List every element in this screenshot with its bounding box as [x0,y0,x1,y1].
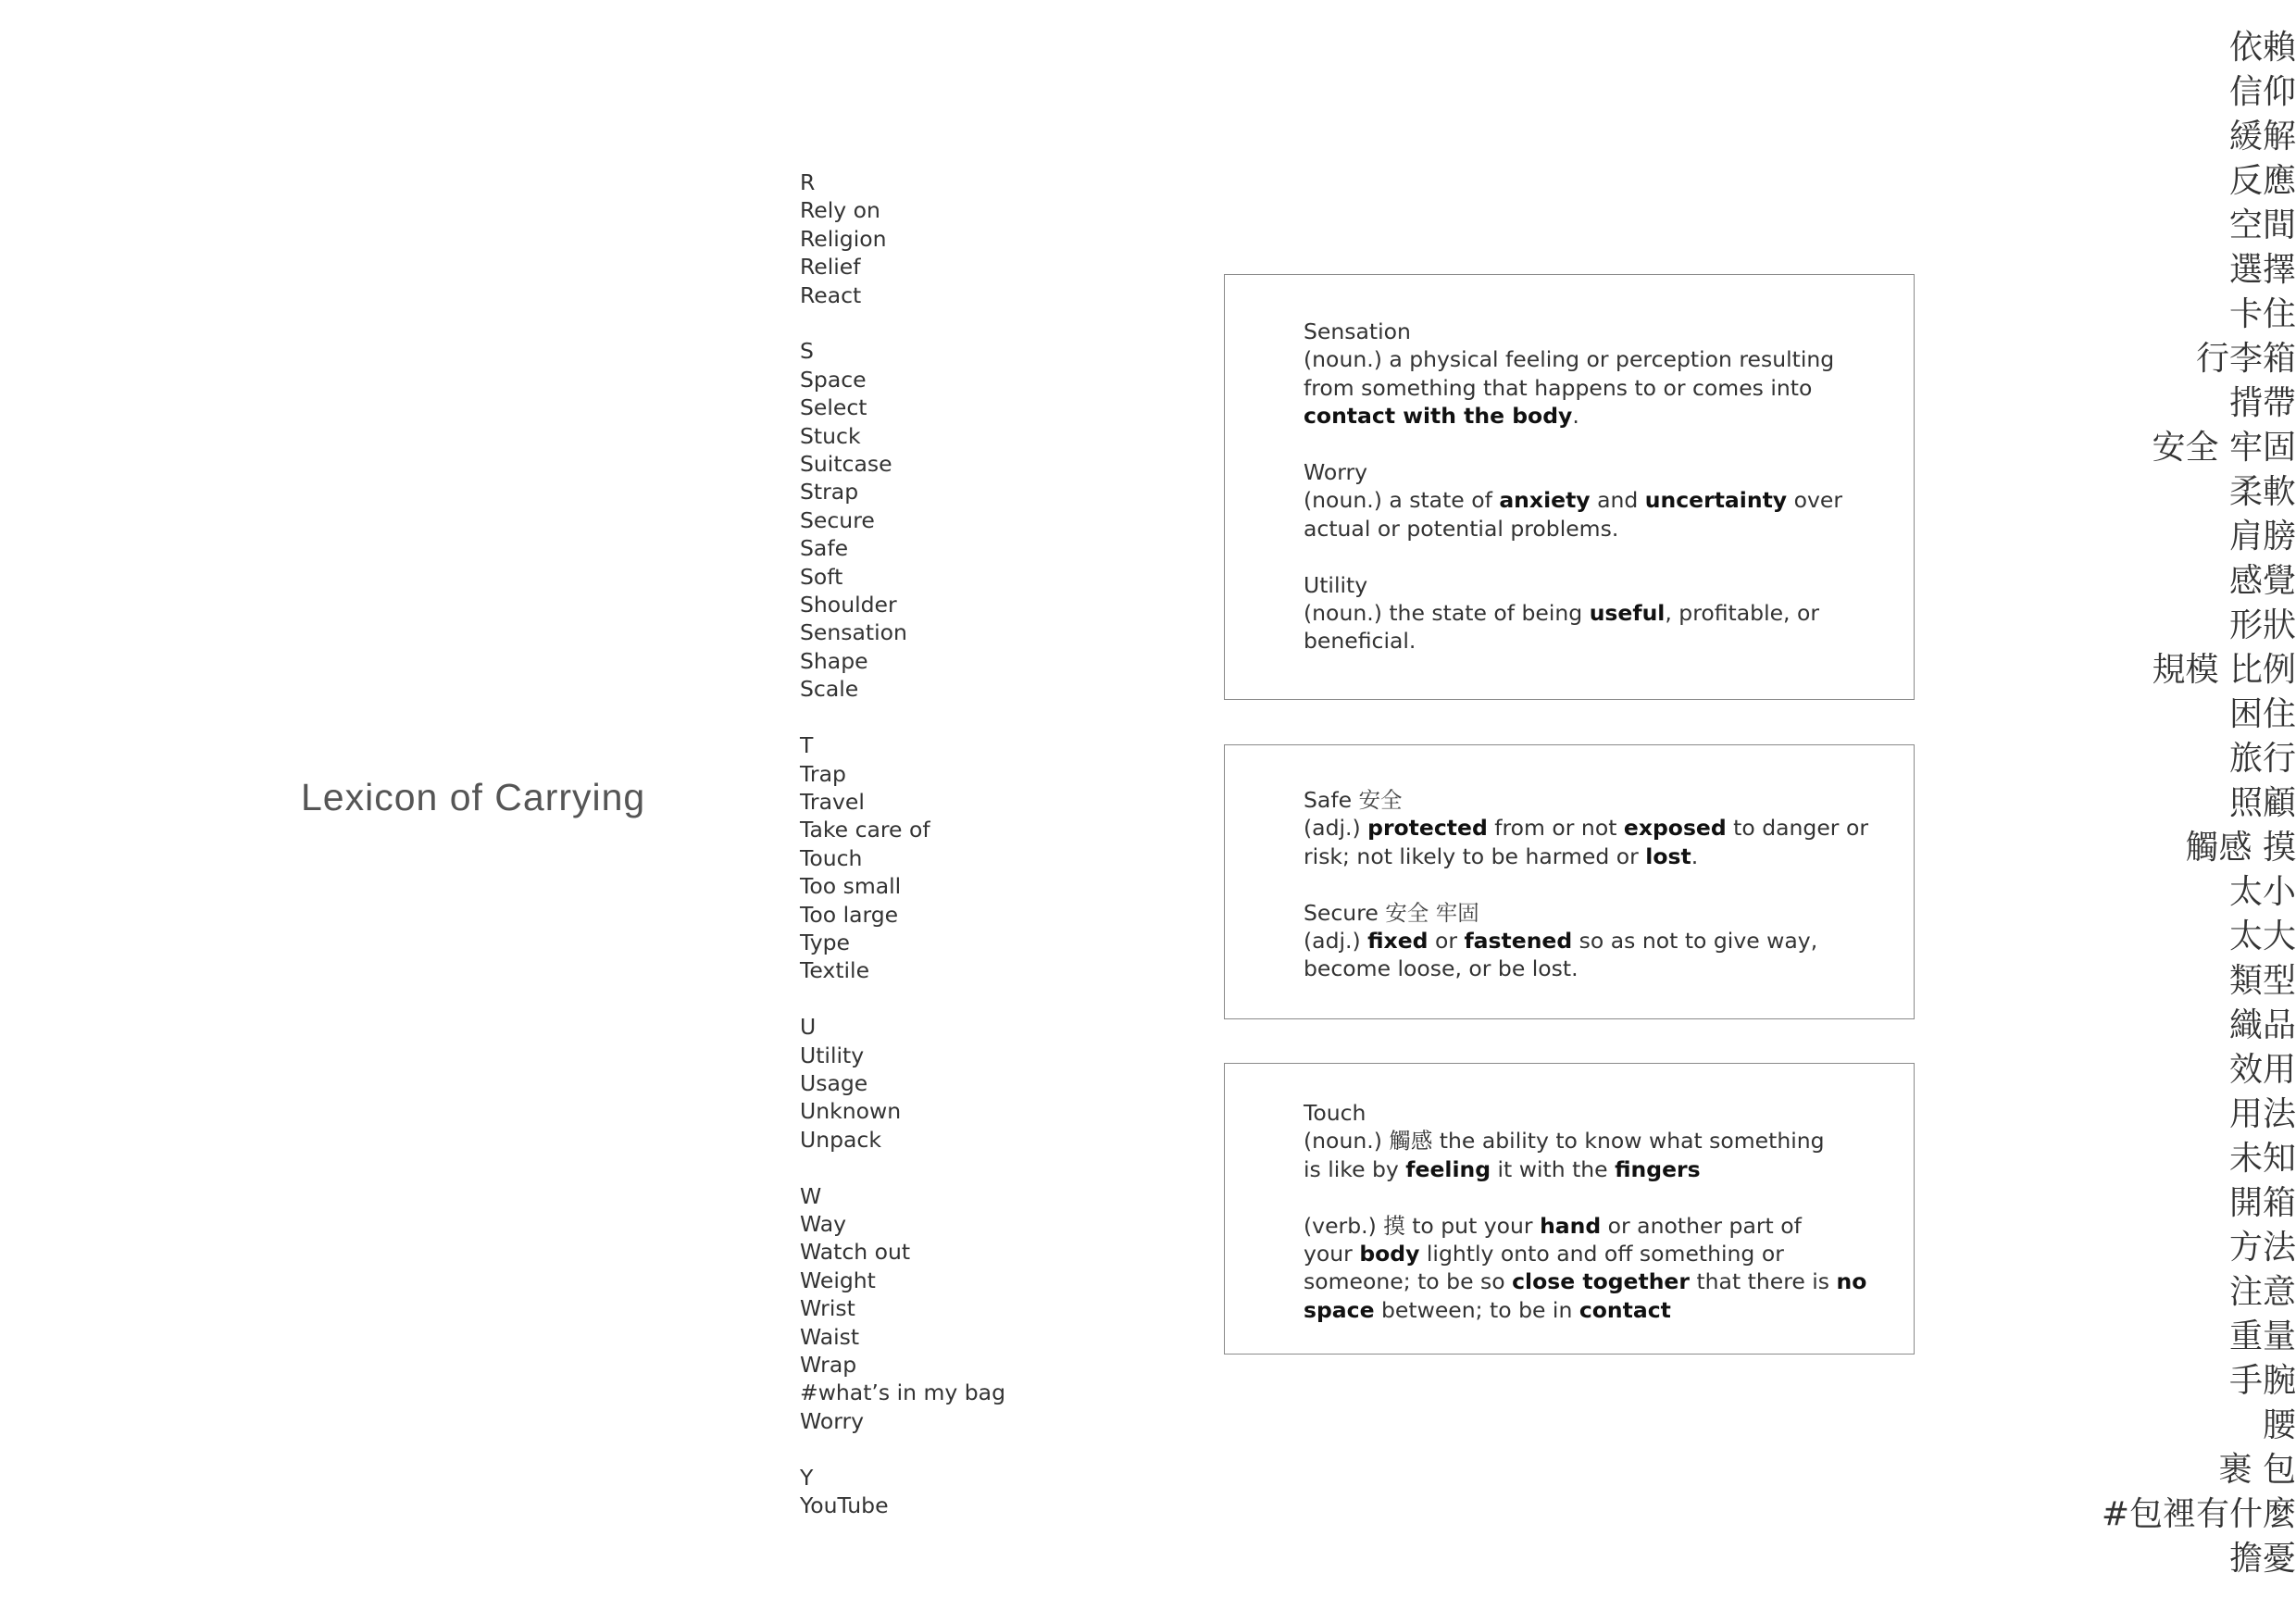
definition-card-2 [1224,744,1915,1019]
term-index [800,169,1005,1548]
definition-line [1304,374,1835,402]
chinese-term: 類型 [2228,962,2296,1000]
chinese-term: 開箱 [2228,1184,2296,1222]
index-letter: Y [800,1464,814,1491]
definition-term-chinese: 安全 [1358,787,1403,813]
definition-line [1304,1296,1835,1324]
chinese-term: 感覺 [2228,562,2296,600]
index-letter: R [800,169,816,195]
definition-keyword: useful [1589,600,1666,627]
definition-text: your [1304,1241,1360,1267]
definition-line [1304,814,1868,842]
definition-text: become loose, or be lost. [1304,955,1578,982]
definition-line [1304,345,1835,373]
definition-keyword: exposed [1623,815,1727,842]
index-term: Stuck [800,422,861,449]
index-term: Sensation [800,619,907,646]
index-group-t [800,731,1005,985]
definition-text: (adj.) [1304,815,1368,842]
index-term: Textile [800,957,870,984]
chinese-term: 腰 [2262,1406,2296,1444]
index-group-w [800,1182,1005,1436]
index-term: Usage [800,1069,868,1096]
definition-text: (noun.) the state of being [1304,600,1590,627]
definition-entry [1304,786,1868,870]
definition-text: it with the [1491,1155,1616,1182]
index-term: Select [800,394,867,421]
chinese-term: 太大 [2228,918,2296,955]
index-letter: U [800,1014,817,1041]
definition-entry [1304,458,1843,543]
chinese-term: 安全 牢固 [2152,429,2296,467]
index-term: Utility [800,1042,865,1068]
definition-term: Worry [1304,459,1368,486]
index-term: Strap [800,479,859,506]
chinese-term: 手腕 [2228,1362,2296,1400]
index-group-u [800,1013,1005,1154]
definition-entry [1304,899,1835,983]
definition-line [1304,1267,1867,1295]
index-term: Too large [800,901,899,928]
definition-term: Sensation [1304,318,1411,344]
chinese-term: 形狀 [2228,606,2296,644]
chinese-term: 重量 [2228,1317,2296,1355]
definition-text: from or not [1487,815,1624,842]
definition-term-line [1304,571,1835,599]
definition-line [1304,1127,1835,1155]
definition-keyword: hand [1540,1212,1602,1239]
chinese-term: 方法 [2228,1229,2296,1267]
chinese-term: 注意 [2228,1273,2296,1311]
definition-card-1 [1224,274,1915,700]
chinese-term: 卡住 [2228,295,2296,333]
index-term: Trap [800,760,846,787]
definition-text: lightly onto and off something or [1419,1241,1784,1267]
definition-keyword: space [1304,1296,1375,1323]
definition-keyword: close together [1512,1268,1690,1295]
chinese-term: 裹 包 [2218,1451,2296,1489]
definition-entry [1304,571,1835,655]
definition-keyword: fastened [1464,928,1573,955]
definition-entry [1304,1099,1835,1183]
definition-line [1304,1155,1835,1183]
chinese-term: 擔憂 [2228,1540,2296,1578]
index-term: Space [800,366,867,393]
definition-text: is like by [1304,1155,1406,1182]
definition-entry [1304,1212,1867,1325]
definition-term: Secure [1304,899,1379,926]
chinese-term: 肩膀 [2228,518,2296,556]
definition-keyword: fixed [1367,928,1429,955]
definition-term-line [1304,899,1835,927]
definition-term-line [1304,1099,1835,1127]
definition-text: someone; to be so [1304,1268,1513,1295]
chinese-term: 效用 [2228,1051,2296,1089]
index-term: Too small [800,873,902,900]
definition-text: and [1590,487,1645,514]
chinese-term: 規模 比例 [2152,651,2296,689]
definition-keyword: uncertainty [1644,487,1788,514]
definition-keyword: contact [1578,1296,1671,1323]
chinese-term: 反應 [2228,162,2296,200]
index-term: Relief [800,254,861,281]
index-term: Shoulder [800,592,897,618]
index-term: Safe [800,535,849,562]
chinese-term: 柔軟 [2228,473,2296,511]
definition-text: (noun.) 觸感 the ability to know what something [1304,1128,1825,1155]
definition-term-chinese: 安全 牢固 [1385,899,1479,926]
definition-text: . [1691,843,1699,869]
definition-line [1304,927,1835,955]
definition-line [1304,1212,1835,1240]
index-term: Way [800,1210,847,1237]
chinese-term: 用法 [2228,1095,2296,1133]
chinese-term: 行李箱 [2195,340,2296,378]
index-term: Unknown [800,1098,902,1125]
definition-entry [1304,318,1835,431]
index-term: Wrap [800,1352,857,1378]
definition-line [1304,402,1835,430]
definition-text: that there is [1689,1268,1837,1295]
definition-text: risk; not likely to be harmed or [1304,843,1646,869]
index-letter: W [800,1182,822,1209]
chinese-term: 選擇 [2228,251,2296,289]
definition-card-3 [1224,1063,1915,1355]
chinese-term: 依賴 [2228,29,2296,67]
index-term: React [800,281,862,308]
chinese-term: 空間 [2228,206,2296,244]
definition-keyword: fingers [1615,1155,1701,1182]
definition-text: or another part of [1601,1212,1802,1239]
index-term: Suitcase [800,451,892,478]
definition-text: between; to be in [1374,1296,1579,1323]
index-term: Waist [800,1323,860,1350]
index-term: Weight [800,1267,876,1293]
definition-text: (adj.) [1304,928,1368,955]
index-term: Soft [800,563,843,590]
chinese-term: 緩解 [2228,118,2296,156]
definition-text: over [1787,487,1843,514]
index-term: Wrist [800,1295,855,1322]
definition-line [1304,515,1835,543]
definition-line [1304,955,1835,982]
definition-keyword: anxiety [1499,487,1591,514]
definition-text: from something that happens to or comes into [1304,374,1813,401]
definition-text: (noun.) a state of [1304,487,1500,514]
index-group-y [800,1464,1005,1520]
definition-line [1304,1240,1835,1267]
definition-text: actual or potential problems. [1304,515,1619,542]
index-term: Shape [800,647,868,674]
definition-text: , profitable, or [1665,600,1820,627]
chinese-term: 困住 [2228,695,2296,733]
index-term: Worry [800,1407,865,1434]
index-term: Rely on [800,197,880,224]
index-term: Touch [800,844,863,871]
chinese-term: 信仰 [2228,73,2296,111]
index-term: Religion [800,225,887,252]
chinese-term: #包裡有什麼 [2101,1495,2296,1533]
index-letter: T [800,732,814,759]
definition-keyword: no [1836,1268,1867,1295]
index-term: Secure [800,506,875,533]
index-term: Travel [800,788,865,815]
definition-line [1304,627,1835,655]
definition-text: (noun.) a physical feeling or perception resulting [1304,346,1835,373]
definition-line [1304,486,1843,514]
definition-text: so as not to give way, [1572,928,1818,955]
definition-term: Touch [1304,1100,1366,1126]
index-term: Watch out [800,1239,911,1266]
definition-keyword: lost [1645,843,1691,869]
index-group-s [800,337,1005,703]
definition-term: Safe [1304,787,1353,813]
definition-keyword: body [1359,1241,1420,1267]
definition-text: . [1572,403,1579,430]
chinese-term: 太小 [2228,873,2296,911]
index-group-r [800,169,1005,309]
index-term: #what’s in my bag [800,1380,1005,1406]
definition-text: or [1428,928,1465,955]
definition-line [1304,843,1835,870]
index-term: Take care of [800,817,930,843]
chinese-term: 未知 [2228,1140,2296,1178]
definition-term-line [1304,318,1835,345]
index-letter: S [800,338,814,365]
index-term: YouTube [800,1492,889,1519]
index-term: Type [800,929,850,955]
definition-term: Utility [1304,571,1368,598]
definition-keyword: protected [1367,815,1488,842]
definition-line [1304,599,1835,627]
definition-term-line [1304,786,1835,814]
index-term: Unpack [800,1126,881,1153]
index-term: Scale [800,676,859,703]
chinese-term: 照顧 [2228,784,2296,822]
chinese-translation-column [1981,26,2296,1581]
definition-text: beneficial. [1304,628,1416,655]
chinese-term: 織品 [2228,1006,2296,1044]
definition-text: to danger or [1726,815,1868,842]
chinese-term: 旅行 [2228,740,2296,778]
definition-text: (verb.) 摸 to put your [1304,1212,1541,1239]
definition-term-line [1304,458,1835,486]
chinese-term: 揹帶 [2228,384,2296,422]
chinese-term: 觸感 摸 [2185,829,2296,867]
definition-keyword: contact with the body [1304,403,1573,430]
definition-keyword: feeling [1405,1155,1491,1182]
page-title: Lexicon of Carrying [301,776,646,818]
